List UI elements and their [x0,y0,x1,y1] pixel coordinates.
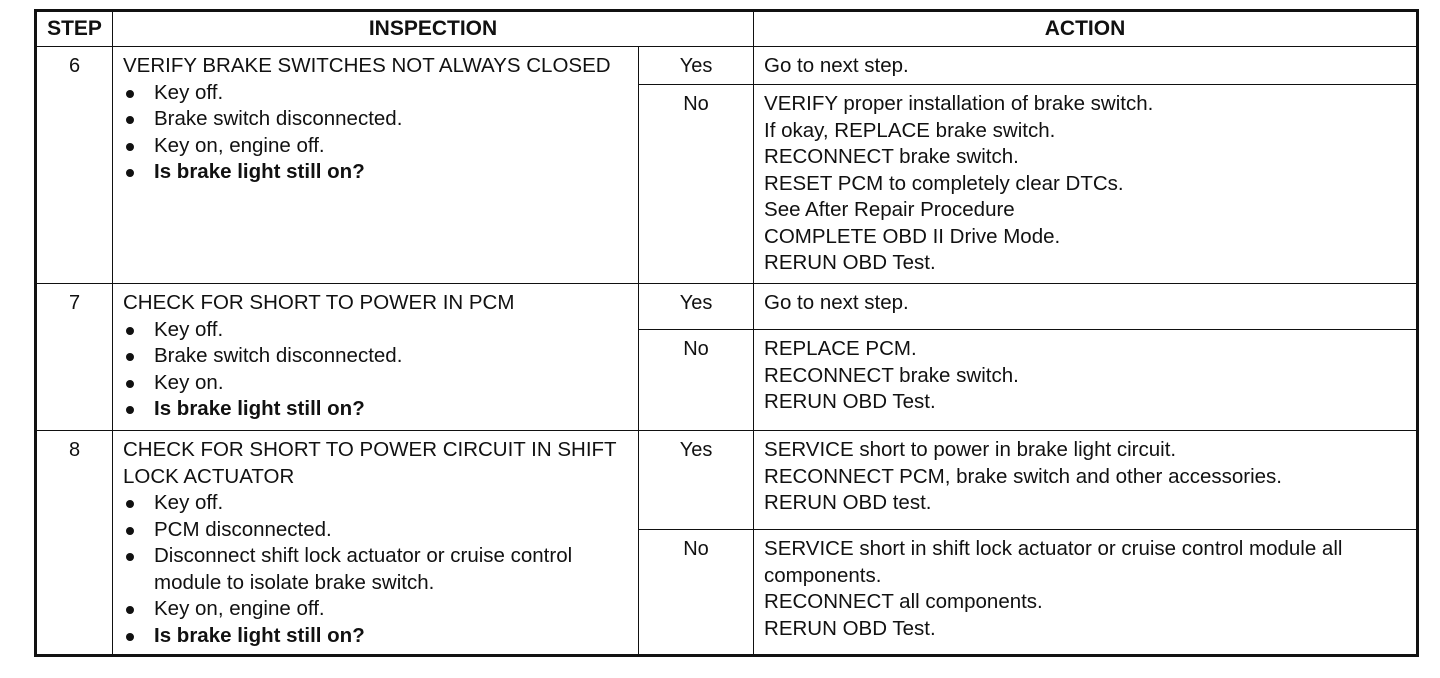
action-line: SERVICE short in shift lock actuator or cruise control module all components. [764,537,1343,587]
yes-action [754,284,1418,330]
bullet-item: Disconnect shift lock actuator or cruise control module to isolate brake switch. [123,543,632,596]
action-line: RERUN OBD Test. [764,390,936,413]
yes-action [754,431,1418,530]
bullet-item: Key on, engine off. [123,596,632,623]
inspection-title: VERIFY BRAKE SWITCHES NOT ALWAYS CLOSED [123,54,611,77]
bullet-question: Is brake light still on? [123,159,632,186]
inspection-title: CHECK FOR SHORT TO POWER CIRCUIT IN SHIFT LOCK ACTUATOR [123,438,617,488]
step-7-yes-row [36,284,1418,330]
bullet-item: PCM disconnected. [123,517,632,544]
step-number: 6 [36,47,113,284]
bullet-item: Brake switch disconnected. [123,343,632,370]
inspection-bullets [123,490,632,649]
yes-label: Yes [639,431,754,530]
action-line: RECONNECT brake switch. [764,145,1019,168]
header-row [36,11,1418,47]
no-label: No [639,85,754,284]
no-label: No [639,530,754,656]
step-number: 8 [36,431,113,656]
bullet-item: Key off. [123,490,632,517]
action-line: RECONNECT PCM, brake switch and other accessories. [764,464,1283,488]
bullet-question: Is brake light still on? [123,623,632,650]
action-line: See After Repair Procedure [764,198,1015,221]
no-action [754,85,1418,284]
inspection-cell [113,284,639,431]
inspection-title: CHECK FOR SHORT TO POWER IN PCM [123,291,515,314]
header-step: STEP [36,11,113,47]
action-line: RESET PCM to completely clear DTCs. [764,171,1124,195]
no-label: No [639,330,754,431]
bullet-item: Key on. [123,370,632,397]
bullet-item: Key on, engine off. [123,133,632,160]
bullet-item: Key off. [123,317,632,344]
inspection-bullets [123,80,632,186]
bullet-question: Is brake light still on? [123,396,632,423]
action-line: RECONNECT all components. [764,590,1043,613]
yes-action [754,47,1418,85]
action-line: RERUN OBD Test. [764,251,936,274]
action-line: Go to next step. [764,54,909,77]
no-action [754,530,1418,656]
bullet-item: Key off. [123,80,632,107]
step-6-yes-row [36,47,1418,85]
no-action [754,330,1418,431]
action-line: VERIFY proper installation of brake switch. [764,92,1154,115]
step-number: 7 [36,284,113,431]
action-line: REPLACE PCM. [764,337,917,360]
bullet-item: Brake switch disconnected. [123,106,632,133]
action-line: COMPLETE OBD II Drive Mode. [764,224,1061,248]
action-line: RECONNECT brake switch. [764,363,1019,387]
action-line: RERUN OBD Test. [764,616,936,640]
diagnostic-table [34,9,1419,657]
inspection-cell [113,431,639,656]
yes-label: Yes [639,284,754,330]
step-8-yes-row [36,431,1418,530]
action-line: Go to next step. [764,291,909,314]
inspection-cell [113,47,639,284]
action-line: If okay, REPLACE brake switch. [764,118,1056,142]
inspection-bullets [123,317,632,423]
action-line: SERVICE short to power in brake light circuit. [764,438,1177,461]
header-action: ACTION [754,11,1418,47]
action-line: RERUN OBD test. [764,491,932,514]
yes-label: Yes [639,47,754,85]
header-inspection: INSPECTION [113,11,754,47]
